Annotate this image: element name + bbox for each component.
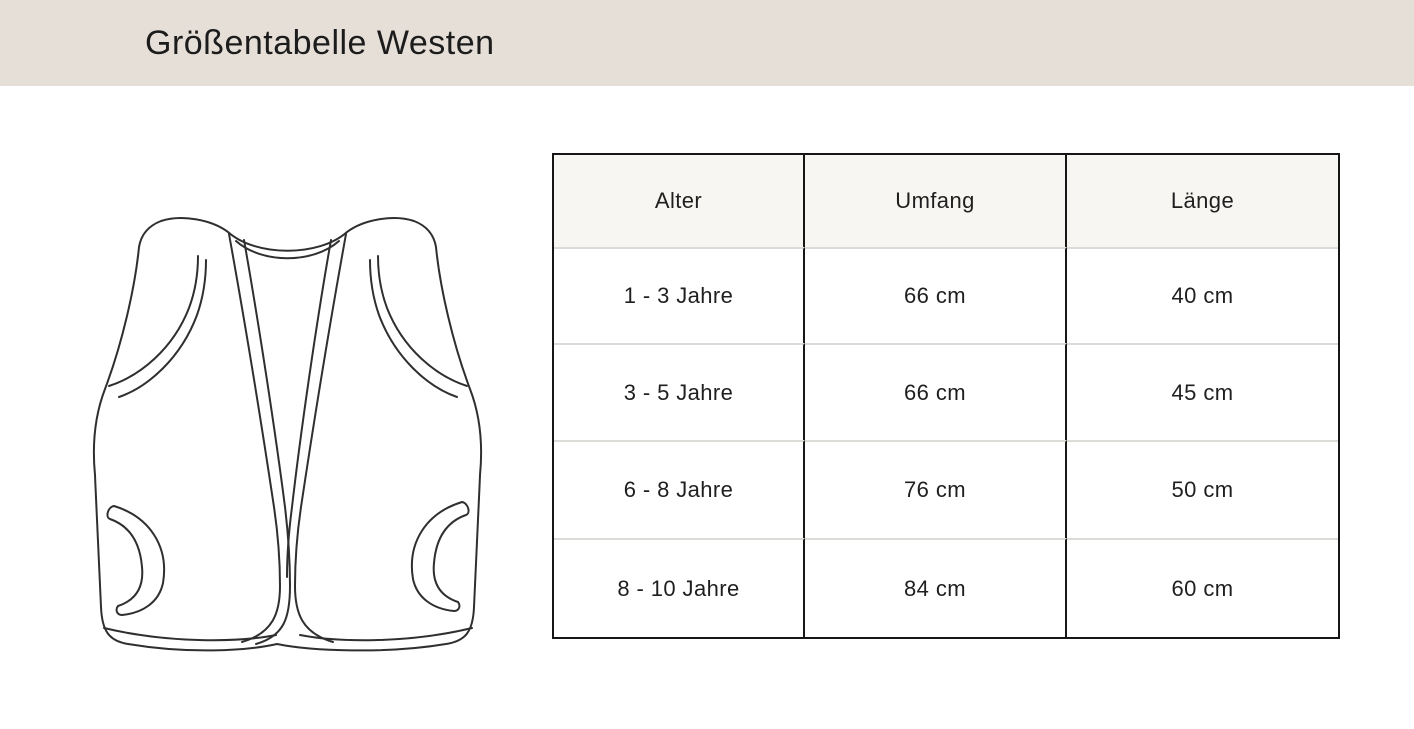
table-cell: 66 cm [805, 343, 1067, 440]
column-header-alter: Alter [554, 155, 805, 247]
table-cell: 3 - 5 Jahre [554, 343, 805, 440]
page-title: Größentabelle Westen [145, 23, 495, 62]
vest-outline-icon [76, 192, 500, 658]
column-header-laenge: Länge [1067, 155, 1338, 247]
title-bar [0, 0, 1414, 86]
table-cell: 45 cm [1067, 343, 1338, 440]
column-header-umfang: Umfang [805, 155, 1067, 247]
table-cell: 84 cm [805, 538, 1067, 637]
table-cell: 40 cm [1067, 247, 1338, 343]
vest-illustration [76, 192, 500, 658]
table-cell: 66 cm [805, 247, 1067, 343]
table-cell: 6 - 8 Jahre [554, 440, 805, 538]
table-cell: 50 cm [1067, 440, 1338, 538]
table-cell: 76 cm [805, 440, 1067, 538]
table-cell: 8 - 10 Jahre [554, 538, 805, 637]
table-cell: 1 - 3 Jahre [554, 247, 805, 343]
size-table [552, 153, 1340, 639]
table-cell: 60 cm [1067, 538, 1338, 637]
